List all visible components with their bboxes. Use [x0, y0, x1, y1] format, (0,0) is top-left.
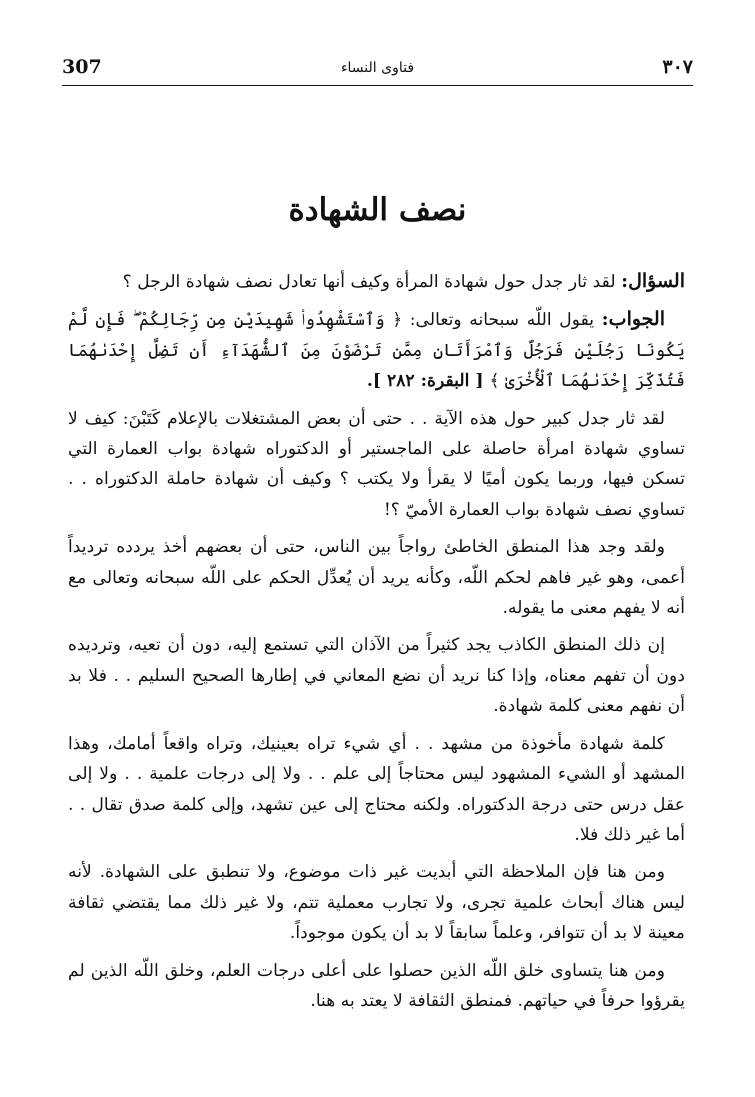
verse-reference: [ البقرة: ٢٨٢ ].	[366, 371, 490, 392]
article-body	[68, 266, 685, 1023]
answer-paragraph	[68, 304, 685, 396]
body-paragraph-5: ومن هنا فإن الملاحظة التي أبديت غير ذات موضوع، ولا تنطبق على الشهادة. لأنه ليس هناك أبحاث علمية تجرى، ولا تجارب معملية تتم، ولا غير ذلك مما يقتضي ثقافة معينة لا بد أن تتوافر، وعلماً سابقاً لا بد أن يكون موجوداً.	[68, 862, 685, 944]
body-paragraph-4: كلمة شهادة مأخوذة من مشهد . . أي شيء تراه بعينيك، وتراه واقعاً أمامك، وهذا المشهد أو الشيء المشهود ليس محتاجاً إلى علم . . ولا إلى درجات علمية . . ولا إلى عقل درس حتى درجة الدكتوراه. ولكنه محتاج إلى عين تشهد، وإلى كلمة صدق تقال . . أما غير ذلك فلا.	[68, 733, 685, 845]
question-label: السؤال:	[621, 270, 685, 292]
question-text: لقد ثار جدل حول شهادة المرأة وكيف أنها تعادل نصف شهادة الرجل ؟	[122, 272, 622, 292]
body-paragraph-3: إن ذلك المنطق الكاذب يجد كثيراً من الآذان التي تستمع إليه، دون أن تعيه، وترديده دون أن تفهم معناه، وإذا كنا نريد أن نضع المعاني في إطارها الصحيح السليم . . فلا بد أن نفهم معنى كلمة شهادة.	[68, 635, 685, 717]
body-paragraph-2: ولقد وجد هذا المنطق الخاطئ رواجاً بين الناس، حتى أن بعضهم أخذ يردده ترديداً أعمى، وهو غير فاهم لحكم اللّه، وكأنه يريد أن يُعدِّل الحكم على اللّه سبحانه وتعالى مع أنه لا يفهم معنى ما يقوله.	[68, 537, 685, 619]
body-paragraph-6: ومن هنا يتساوى خلق اللّه الذين حصلوا على أعلى درجات العلم، وخلق اللّه الذين لم يقرؤوا حرفاً في حياتهم. فمنطق الثقافة لا يعتد به هنا.	[68, 960, 685, 1011]
quran-verse: ﴿ وَٱسْتَشْهِدُوا۟ شَهِيدَيْنِ مِن رِّجَالِكُمْ ۖ فَإِن لَّمْ يَكُونَا رَجُلَيْنِ فَرَجُلٌ وَٱمْرَأَتَانِ مِمَّن تَرْضَوْنَ مِنَ ٱلشُّهَدَآءِ أَن تَضِلَّ إِحْدَىٰهُمَا فَتُذَكِّرَ إِحْدَىٰهُمَا ٱلْأُخْرَىٰ ﴾	[68, 310, 685, 392]
header-rule	[62, 85, 693, 86]
running-title: فتاوى النساء	[340, 60, 415, 76]
answer-label: الجواب:	[601, 308, 665, 331]
page-header	[62, 54, 693, 84]
page-number-latin: 307	[62, 56, 102, 78]
page-number-arabic: ٣٠٧	[662, 56, 693, 78]
body-paragraph-1: لقد ثار جدل كبير حول هذه الآية . . حتى أن بعض المشتغلات بالإعلام كَتَبْنَ: كيف لا تساوي شهادة امرأة حاصلة على الماجستير أو الدكتوراه شهادة بواب العمارة التي تسكن فيها، وربما يكون أميًا لا يقرأ ولا يكتب ؟ وكيف أن شهادة حاملة الدكتوراه . . تساوي نصف شهادة بواب العمارة الأميّ ؟!	[68, 408, 685, 520]
page-title: نصف الشهادة	[288, 192, 467, 228]
question-paragraph	[68, 266, 685, 297]
answer-intro: يقول اللّه سبحانه وتعالى:	[402, 310, 602, 331]
